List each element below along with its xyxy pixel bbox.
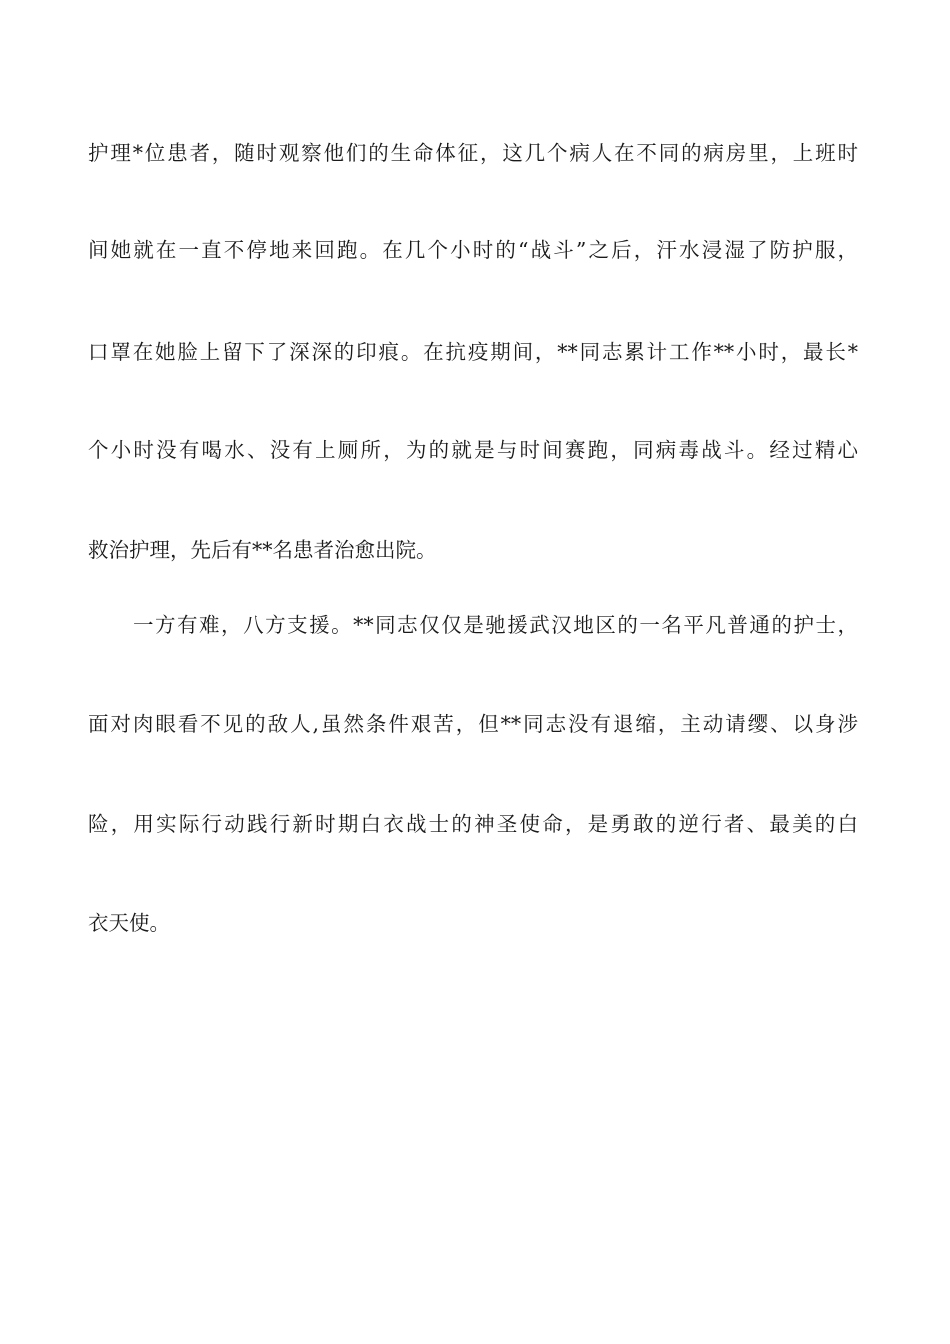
text-line: 间她就在一直不停地来回跑。在几个小时的“战斗”之后，汗水浸湿了防护服， bbox=[88, 238, 858, 262]
text-line: 面对肉眼看不见的敌人,虽然条件艰苦，但**同志没有退缩，主动请缨、以身涉 bbox=[88, 712, 858, 736]
text-line: 险，用实际行动践行新时期白衣战士的神圣使命，是勇敢的逆行者、最美的白 bbox=[88, 812, 858, 836]
text-line: 救治护理，先后有**名患者治愈出院。 bbox=[88, 538, 437, 562]
text-line: 口罩在她脸上留下了深深的印痕。在抗疫期间，**同志累计工作**小时，最长* bbox=[88, 340, 858, 364]
text-line: 护理*位患者，随时观察他们的生命体征，这几个病人在不同的病房里，上班时 bbox=[88, 141, 858, 165]
text-line: 一方有难，八方支援。**同志仅仅是驰援武汉地区的一名平凡普通的护士， bbox=[133, 613, 858, 637]
text-line: 个小时没有喝水、没有上厕所，为的就是与时间赛跑，同病毒战斗。经过精心 bbox=[88, 438, 858, 462]
text-line: 衣天使。 bbox=[88, 911, 170, 935]
